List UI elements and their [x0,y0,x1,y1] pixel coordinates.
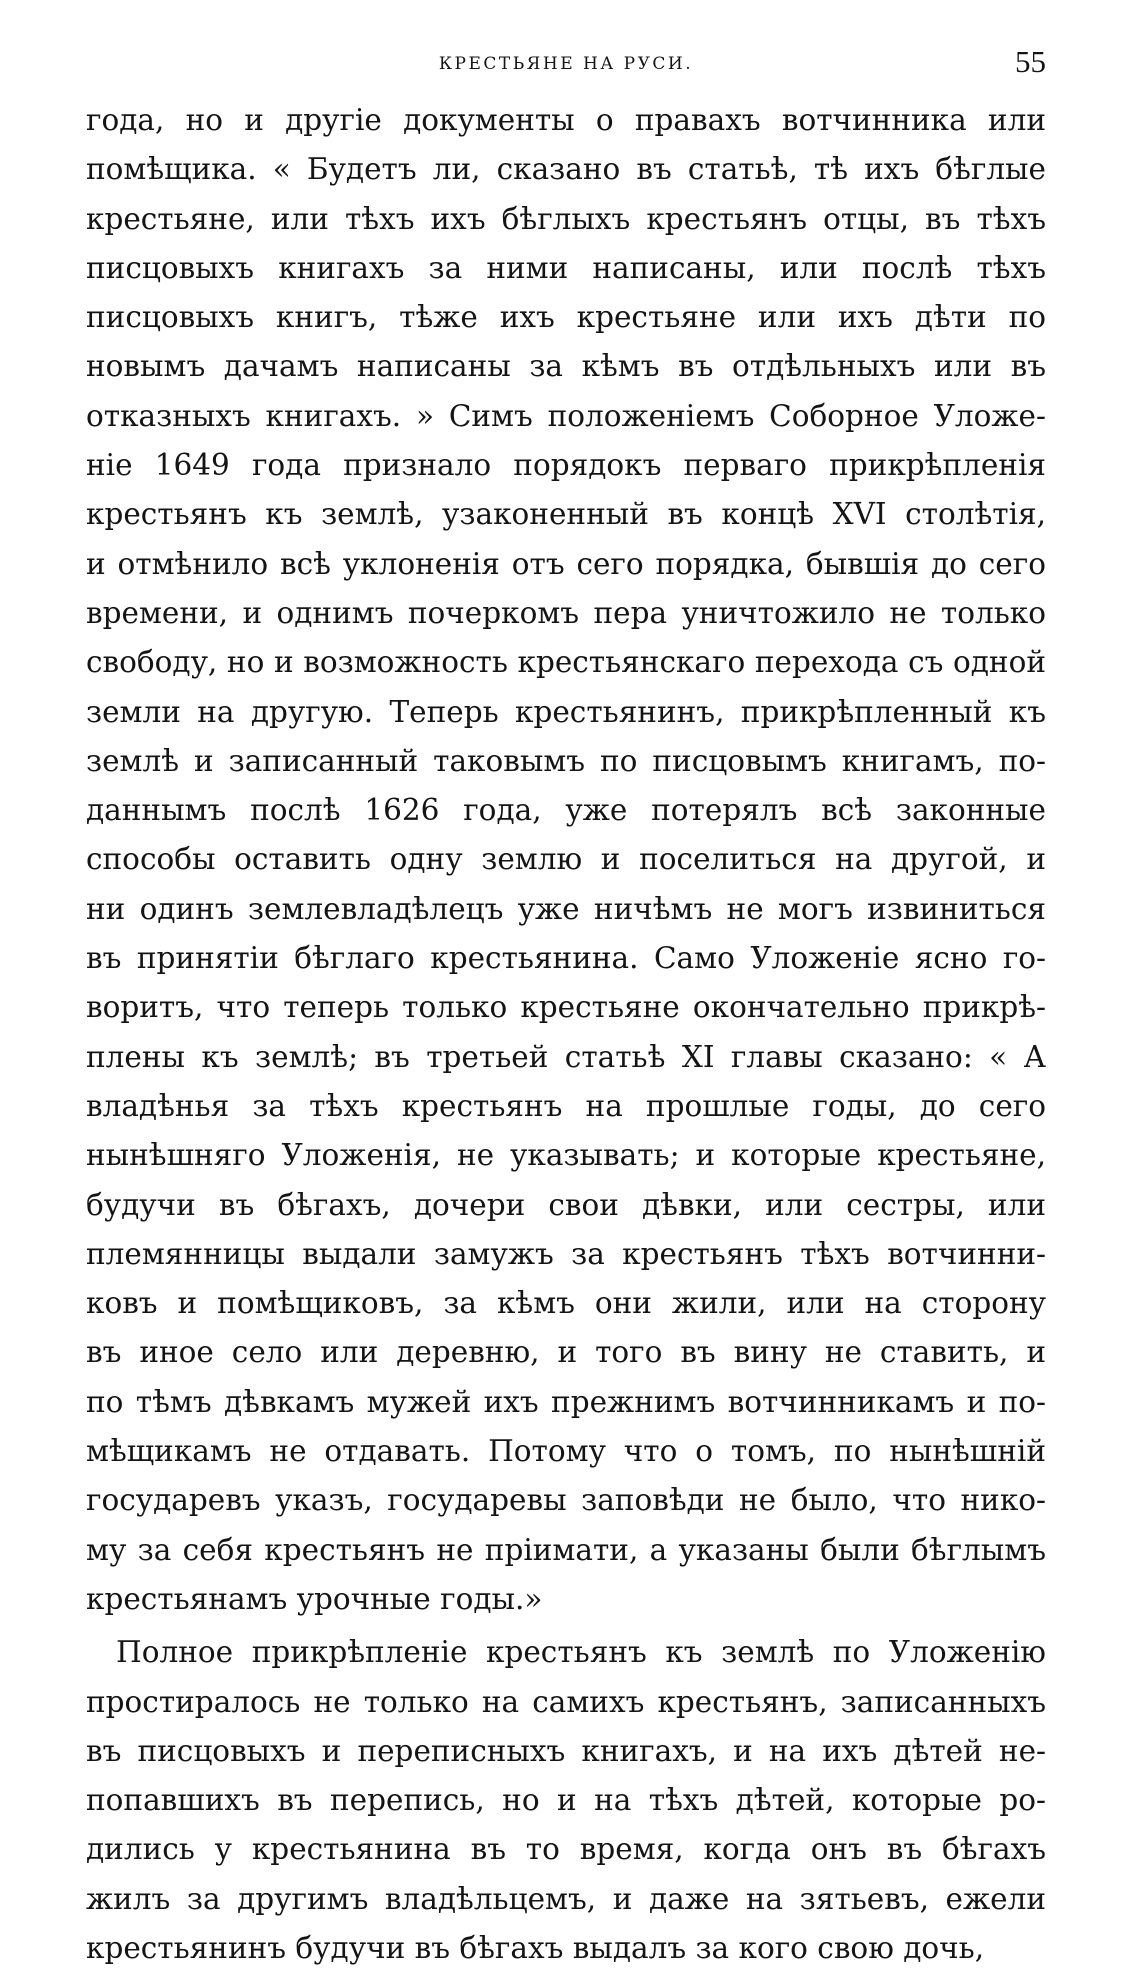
text-line: плены къ землѣ; въ третьей статьѣ XI главы сказано: « А [86,1039,1046,1074]
text-line: земли на другую. Теперь крестьянинъ, прикрѣпленный къ [86,694,1046,729]
text-line: ковъ и помѣщиковъ, за кѣмъ они жили, или на сторону [86,1286,1046,1321]
text-line: землѣ и записанный таковымъ по писцовымъ книгамъ, по- [86,743,1046,778]
text-line: писцовыхъ книгахъ за ними написаны, или послѣ тѣхъ [86,250,1046,285]
text-line: помѣщика. « Будетъ ли, сказано въ статьѣ, тѣ ихъ бѣглые [86,152,1046,187]
text-line: по тѣмъ дѣвкамъ мужей ихъ прежнимъ вотчинникамъ и по- [86,1384,1046,1419]
paragraph [86,96,1046,1624]
text-line: крестьянинъ будучи въ бѣгахъ выдалъ за кого свою дочь, [86,1930,985,1965]
text-line: въ иное село или деревню, и того въ вину не ставить, и [86,1335,1046,1370]
text-line: будучи въ бѣгахъ, дочери свои дѣвки, или сестры, или [86,1187,1046,1222]
text-line: ніе 1649 года признало порядокъ перваго прикрѣпленія [86,448,1046,483]
text-line: владѣнья за тѣхъ крестьянъ на прошлые годы, до сего [86,1088,1046,1123]
text-line: крестьяне, или тѣхъ ихъ бѣглыхъ крестьянъ отцы, въ тѣхъ [86,201,1046,236]
text-line: мѣщикамъ не отдавать. Потому что о томъ, по нынѣшній [86,1434,1046,1469]
text-line: племянницы выдали замужъ за крестьянъ тѣхъ вотчинни- [86,1236,1046,1271]
text-line: ни одинъ землевладѣлецъ уже ничѣмъ не могъ извиниться [86,891,1046,926]
text-line: года, но и другіе документы о правахъ вотчинника или [86,103,1046,137]
body-text [86,96,1046,1973]
text-line: времени, и однимъ почеркомъ пера уничтожило не только [86,595,1046,630]
running-title: КРЕСТЬЯНЕ НА РУСИ. [438,54,694,74]
text-line: простиралось не только на самихъ крестьянъ, записанныхъ [86,1684,1046,1719]
text-line: воритъ, что теперь только крестьяне окончательно прикрѣ- [86,990,1046,1025]
text-line: дились у крестьянина въ то время, когда онъ въ бѣгахъ [86,1832,1046,1867]
text-line: нынѣшняго Уложенія, не указывать; и которые крестьяне, [86,1138,1046,1173]
text-line: въ принятіи бѣглаго крестьянина. Само Уложеніе ясно го- [86,941,1046,976]
text-line: способы оставить одну землю и поселиться на другой, и [86,842,1046,877]
running-header [86,44,1046,94]
text-line: свободу, но и возможность крестьянскаго перехода съ одной [86,645,1046,680]
text-line: попавшихъ въ перепись, но и на тѣхъ дѣтей, которые ро- [86,1783,1046,1818]
text-line: писцовыхъ книгъ, тѣже ихъ крестьяне или ихъ дѣти по [86,300,1046,335]
text-line: государевъ указъ, государевы заповѣди не было, что нико- [86,1483,1046,1518]
text-line: му за себя крестьянъ не пріимати, а указаны были бѣглымъ [86,1532,1046,1567]
text-line: крестьянамъ урочные годы.» [86,1581,543,1616]
text-line: и отмѣнило всѣ уклоненія отъ сего порядка, бывшія до сего [86,546,1046,581]
text-line: даннымъ послѣ 1626 года, уже потерялъ всѣ законные [86,793,1046,828]
text-line: въ писцовыхъ и переписныхъ книгахъ, и на ихъ дѣтей не- [86,1733,1046,1768]
text-line: новымъ дачамъ написаны за кѣмъ въ отдѣльныхъ или въ [86,349,1046,384]
paragraph [86,1628,1046,1973]
text-line: жилъ за другимъ владѣльцемъ, и даже на зятьевъ, ежели [86,1881,1046,1916]
text-line: отказныхъ книгахъ. » Симъ положеніемъ Соборное Уложе- [86,398,1046,433]
text-line: Полное прикрѣпленіе крестьянъ къ землѣ по Уложенію [116,1635,1046,1670]
text-line: крестьянъ къ землѣ, узаконенный въ концѣ XVI столѣтія, [86,497,1046,532]
page-number: 55 [1015,44,1046,79]
